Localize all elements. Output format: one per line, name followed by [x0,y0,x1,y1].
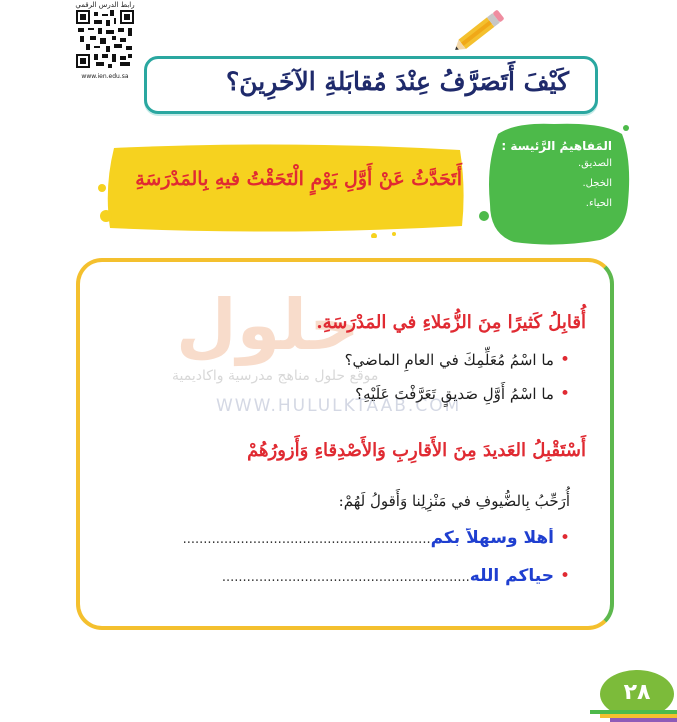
watermark-tagline: موقع حلول مناهج مدرسية واكاديمية [172,368,379,384]
activity-banner-text: أَتَحَدَّثُ عَنْ أَوَّلِ يَوْمٍ الْتَحَقْتُ فيهِ بِالمَدْرَسَةِ [135,168,462,190]
bullet-icon: • [559,566,570,586]
section1-heading: أُقابِلُ كَثيرًا مِنَ الزُّمَلاءِ في المَدْرَسَةِ. [316,312,586,333]
answer-line[interactable] [128,566,570,586]
bullet-icon: • [559,384,570,404]
question-item [200,350,570,370]
bullet-icon: • [559,350,570,370]
key-concepts [500,138,612,214]
concept-item: الخجل. [582,178,612,189]
question-text: ما اسْمُ مُعَلِّمِكَ في العامِ الماضي؟ [344,351,554,369]
section2-prompt: أُرَحِّبُ بِالضُّيوفِ في مَنْزِلِنا وَأَقولُ لَهُمْ: [338,492,570,510]
bullet-icon: • [559,528,570,548]
concept-item: الصديق. [577,158,612,169]
watermark-url: WWW.HULULKTAAB.COM [216,396,462,416]
question-text: ما اسْمُ أَوَّلِ صَديقٍ تَعَرَّفْتَ عَلَيْهِ؟ [355,385,554,403]
answer-line[interactable] [128,528,570,548]
concepts-heading: المَفاهيمُ الرَّئيسة : [501,139,612,153]
answer-dots: ............................................................ [221,570,470,585]
answer-text[interactable]: أهلا وسهلاً بكم [430,528,554,548]
concept-item: الحياء. [585,198,612,209]
lesson-title: كَيْفَ أَتَصَرَّفُ عِنْدَ مُقابَلةِ الآخَرِينَ؟ [225,67,569,96]
qr-url: www.ien.edu.sa [81,73,129,80]
pencil-icon [448,6,508,58]
qr-code-block[interactable] [70,0,140,82]
corner-stripes [590,710,677,722]
lesson-title-box [144,56,598,114]
answer-text[interactable]: حياكم الله [469,566,554,586]
answer-dots: ............................................................ [182,532,431,547]
question-item [200,384,570,404]
section2-heading: أَسْتَقْبِلُ العَديدَ مِنَ الأَقارِبِ وَالأَصْدِقاءِ وَأَزورُهُمْ [247,440,586,461]
page-number: ٢٨ [600,670,674,718]
watermark-logo: حلول [176,284,360,366]
qr-caption: رابط الدرس الرقمي [75,1,135,9]
qr-code-icon[interactable] [76,10,134,68]
